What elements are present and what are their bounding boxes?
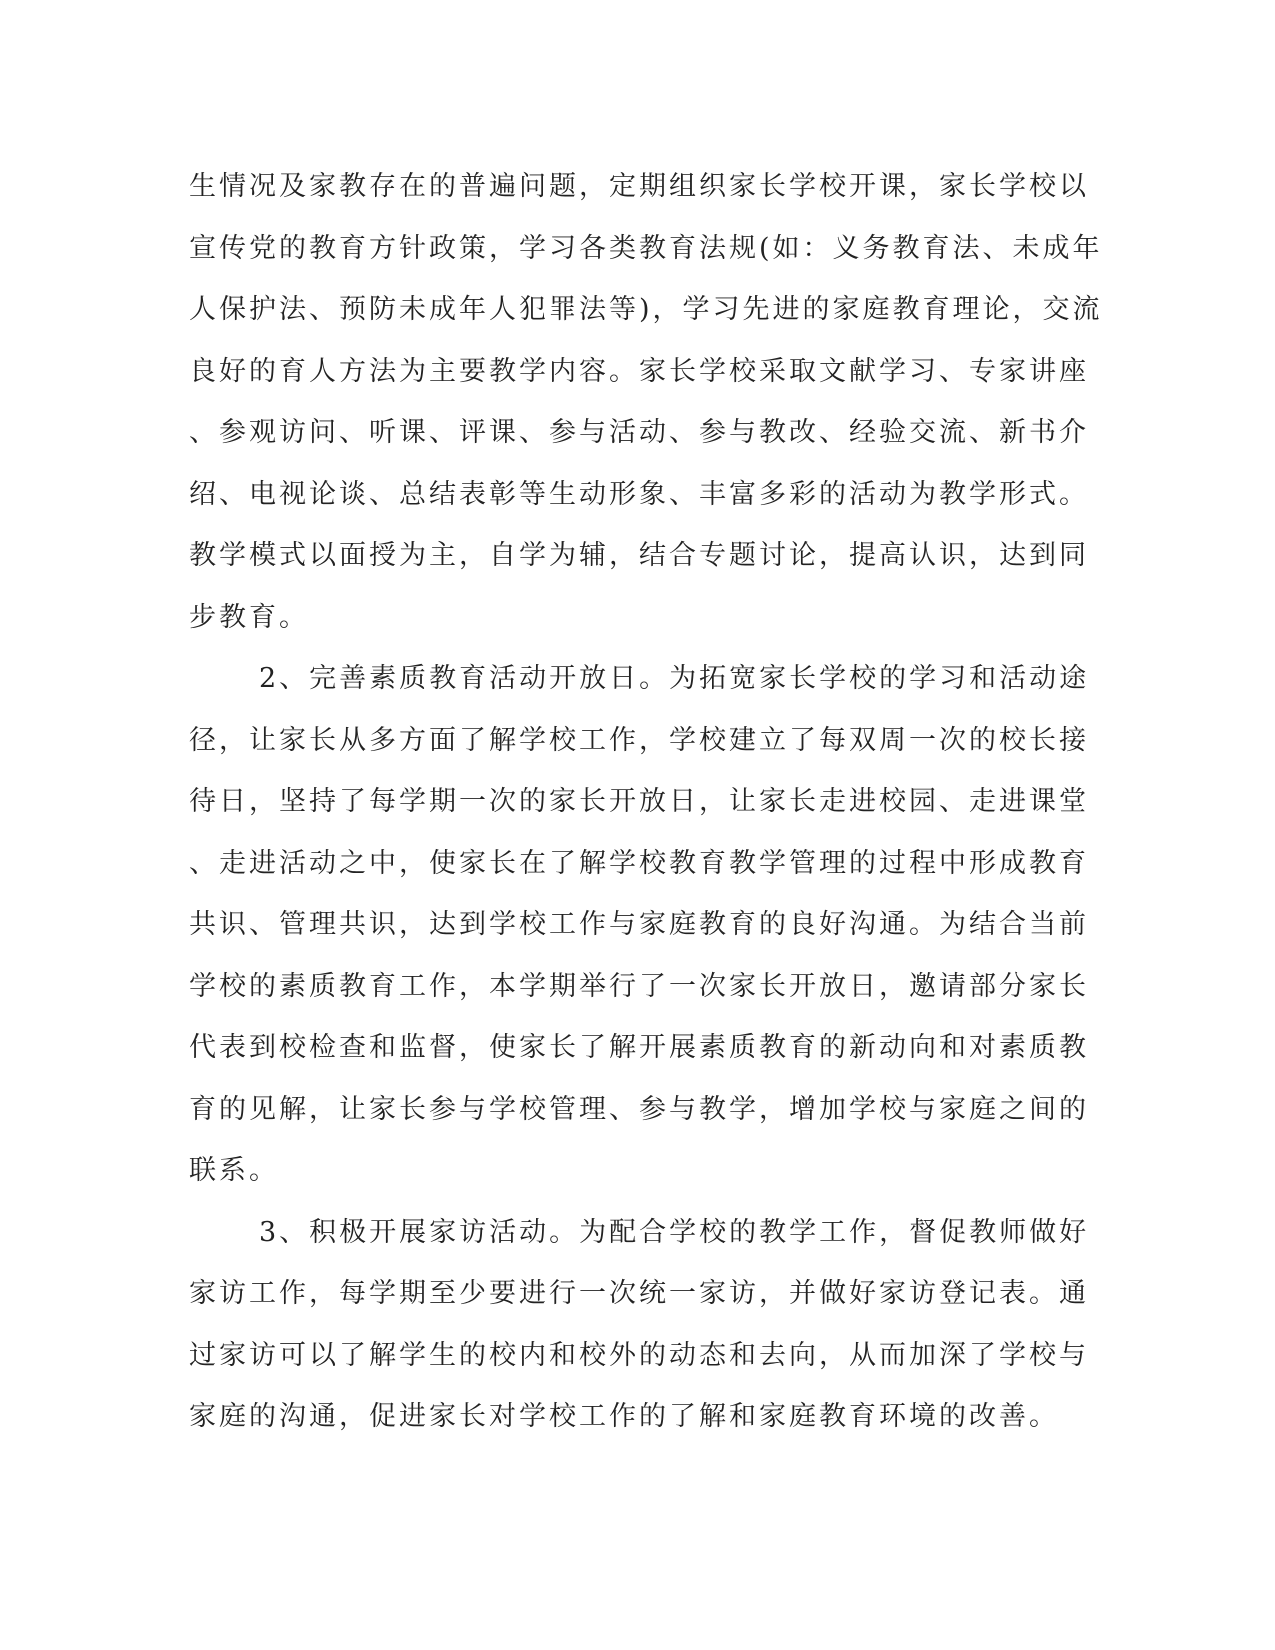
- text-line: 家访工作，每学期至少要进行一次统一家访，并做好家访登记表。通: [189, 1278, 1089, 1309]
- text-line: 共识、管理共识，达到学校工作与家庭教育的良好沟通。为结合当前: [189, 909, 1089, 940]
- text-line: 3、积极开展家访活动。为配合学校的教学工作，督促教师做好: [259, 1216, 1090, 1248]
- text-line: 待日，坚持了每学期一次的家长开放日，让家长走进校园、走进课堂: [189, 786, 1089, 817]
- text-line: 过家访可以了解学生的校内和校外的动态和去向，从而加深了学校与: [189, 1339, 1089, 1371]
- text-line: 联系。: [189, 1155, 279, 1186]
- text-line: 家庭的沟通，促进家长对学校工作的了解和家庭教育环境的改善。: [189, 1401, 1059, 1432]
- text-line: 2、完善素质教育活动开放日。为拓宽家长学校的学习和活动途: [259, 663, 1090, 694]
- text-line: 代表到校检查和监督，使家长了解开展素质教育的新动向和对素质教: [189, 1032, 1089, 1063]
- text-line: 、走进活动之中，使家长在了解学校教育教学管理的过程中形成教育: [189, 847, 1089, 879]
- text-line: 良好的育人方法为主要教学内容。家长学校采取文献学习、专家讲座: [189, 355, 1089, 387]
- text-line: 教学模式以面授为主，自学为辅，结合专题讨论，提高认识，达到同: [189, 540, 1089, 571]
- paragraph-2: [189, 648, 1090, 1202]
- text-line: 、参观访问、听课、评课、参与活动、参与教改、经验交流、新书介: [189, 417, 1089, 448]
- text-line: 人保护法、预防未成年人犯罪法等)，学习先进的家庭教育理论，交流: [189, 294, 1103, 325]
- paragraph-3: [189, 1202, 1090, 1448]
- body-text: [189, 156, 1103, 1448]
- text-line: 学校的素质教育工作，本学期举行了一次家长开放日，邀请部分家长: [189, 970, 1089, 1002]
- text-line: 生情况及家教存在的普遍问题，定期组织家长学校开课，家长学校以: [189, 171, 1089, 202]
- text-line: 绍、电视论谈、总结表彰等生动形象、丰富多彩的活动为教学形式。: [189, 478, 1089, 510]
- text-line: 径，让家长从多方面了解学校工作，学校建立了每双周一次的校长接: [189, 724, 1089, 756]
- text-line: 宣传党的教育方针政策，学习各类教育法规(如：义务教育法、未成年: [189, 232, 1103, 264]
- text-line: 育的见解，让家长参与学校管理、参与教学，增加学校与家庭之间的: [189, 1093, 1089, 1125]
- text-line: 步教育。: [189, 601, 309, 633]
- paragraph-1: [189, 156, 1103, 648]
